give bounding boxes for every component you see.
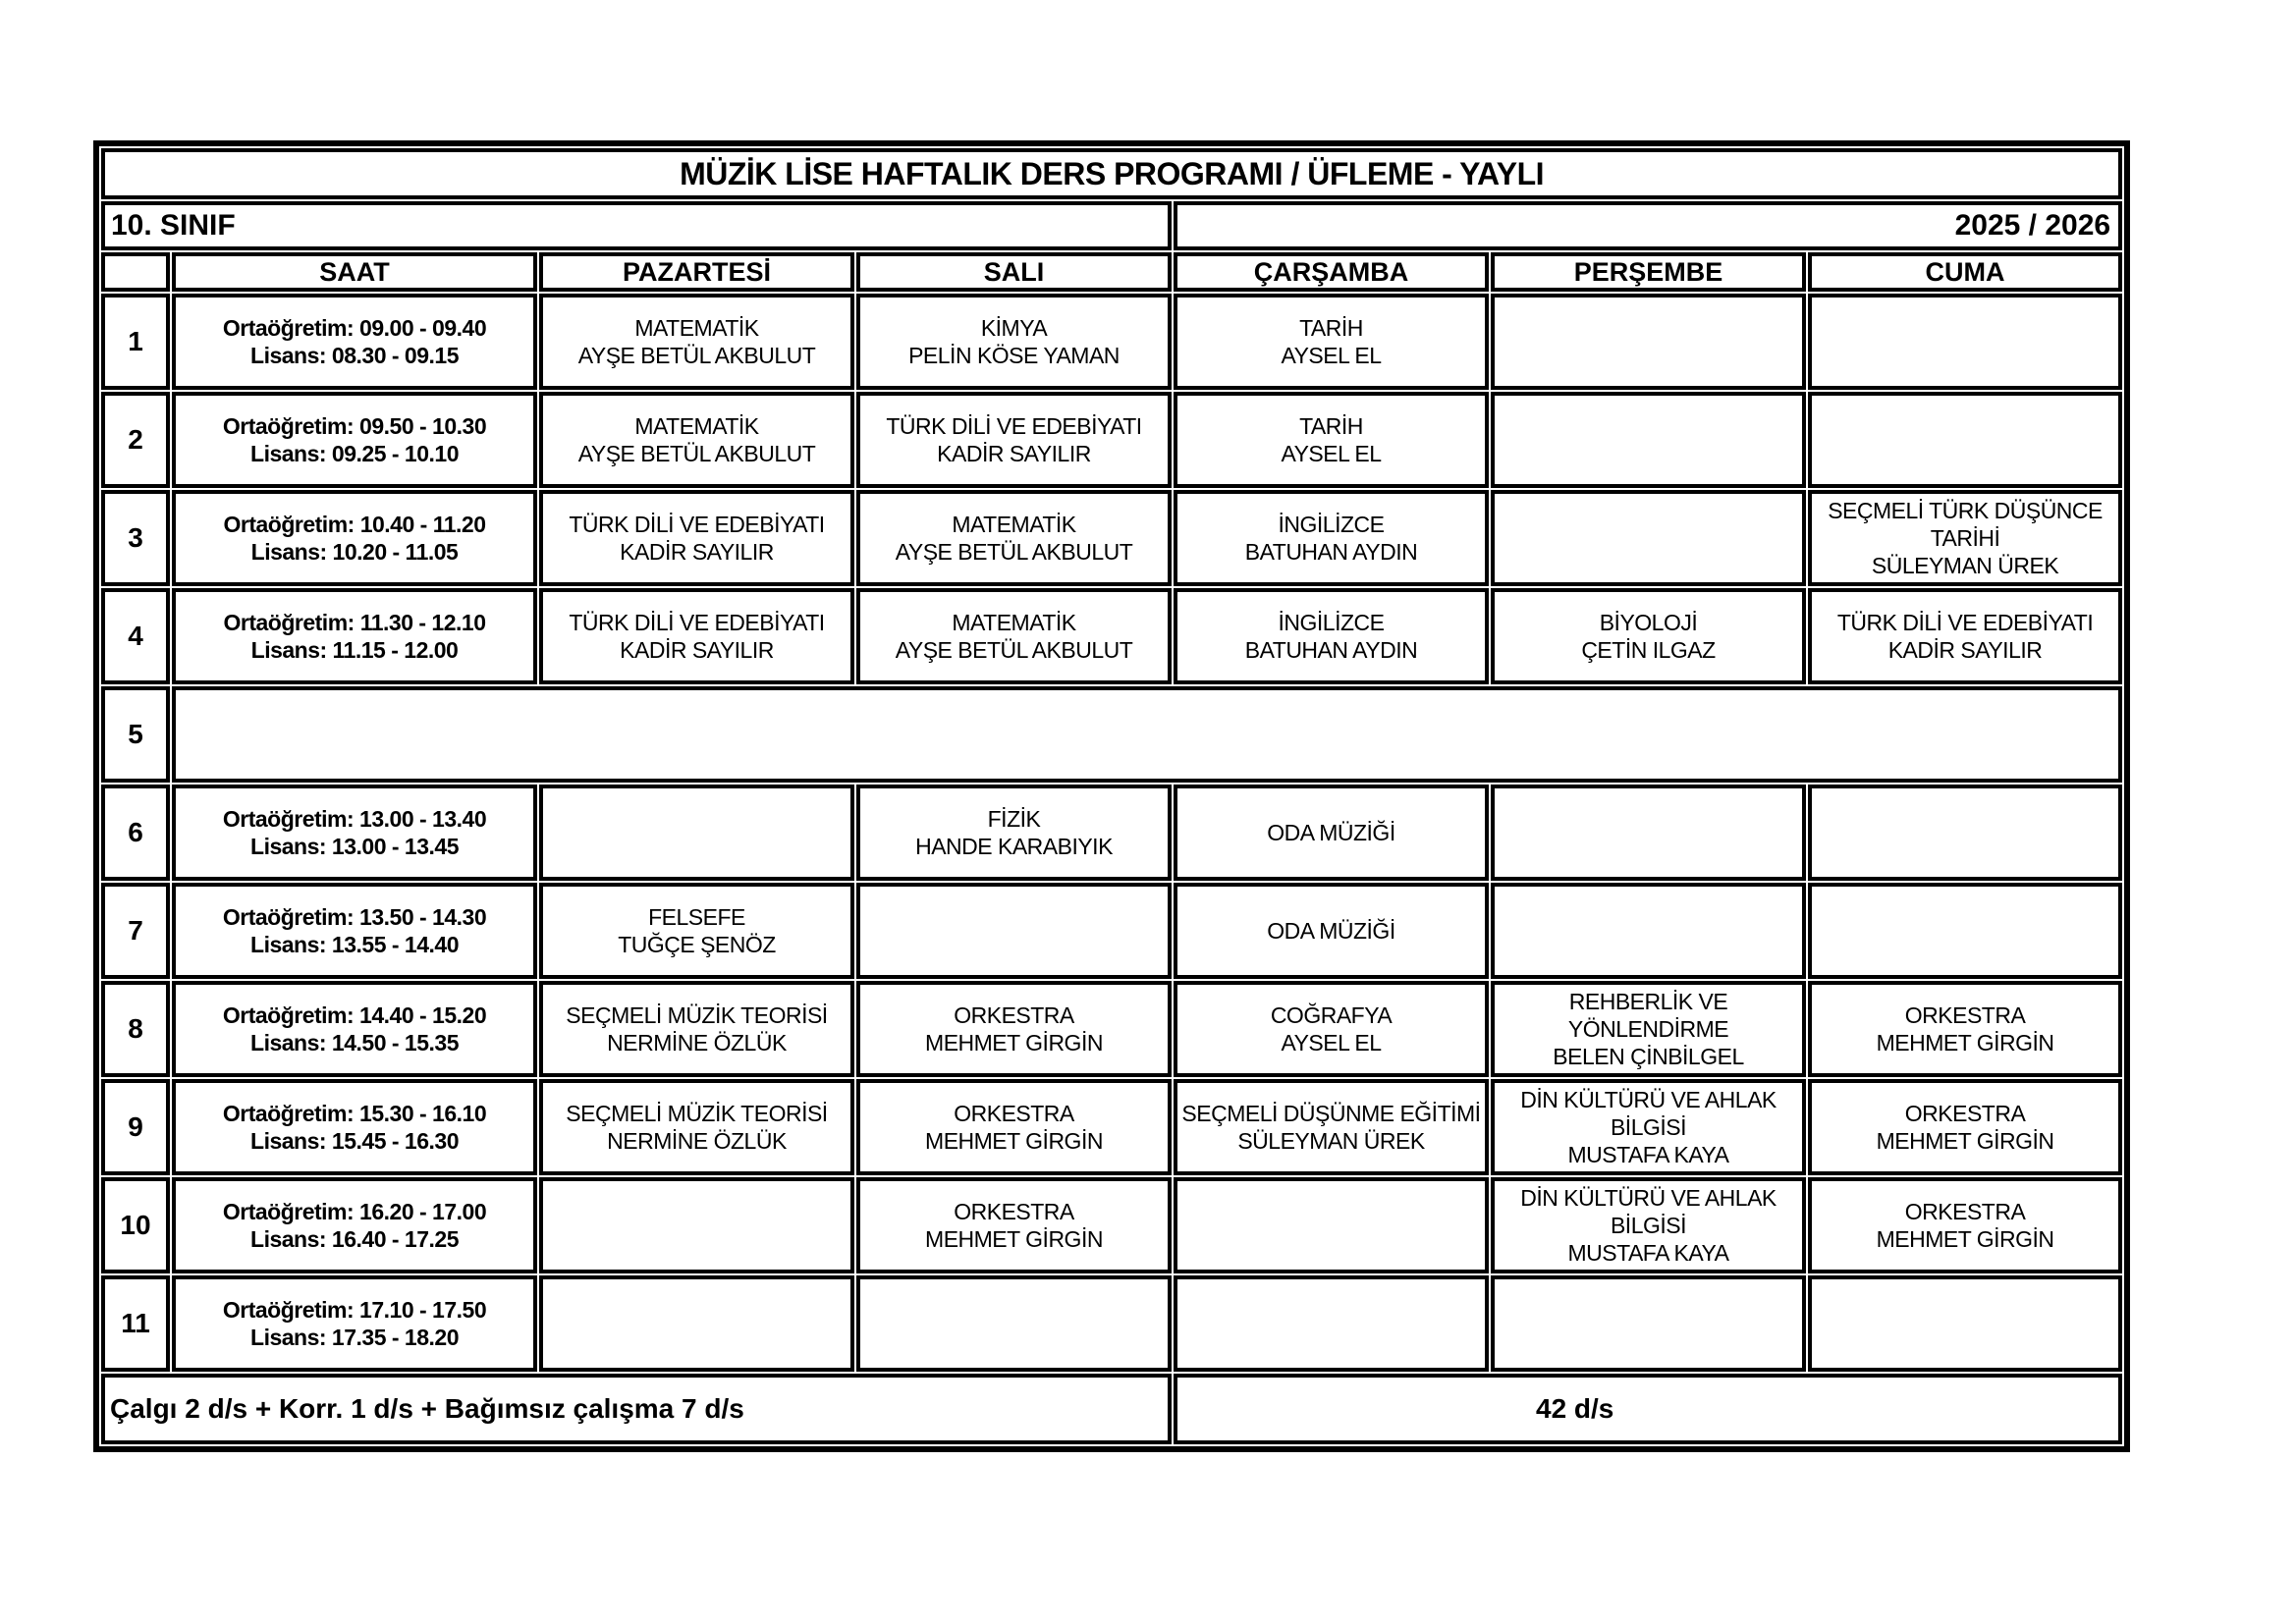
lesson-cell: COĞRAFYA AYSEL EL [1174,981,1489,1077]
period-row [101,294,2122,390]
lesson-cell: ORKESTRA MEHMET GİRGİN [1808,981,2122,1077]
period-row [101,490,2122,586]
period-number: 11 [101,1275,170,1372]
period-number: 2 [101,392,170,488]
saat-cell: Ortaöğretim: 09.50 - 10.30 Lisans: 09.25 - 10.10 [172,392,537,488]
empty-cell [1491,490,1806,586]
period-number: 1 [101,294,170,390]
weekly-schedule-table [93,140,2130,1452]
empty-cell [1174,1275,1489,1372]
lesson-cell: TÜRK DİLİ VE EDEBİYATI KADİR SAYILIR [539,588,854,684]
empty-cell [1491,1275,1806,1372]
period-number: 7 [101,883,170,979]
footer-total-hours: 42 d/s [1174,1374,2122,1444]
lesson-cell: TÜRK DİLİ VE EDEBİYATI KADİR SAYILIR [1808,588,2122,684]
lesson-cell: SEÇMELİ MÜZİK TEORİSİ NERMİNE ÖZLÜK [539,981,854,1077]
lesson-cell: TÜRK DİLİ VE EDEBİYATI KADİR SAYILIR [856,392,1172,488]
empty-cell [1808,392,2122,488]
lesson-cell: SEÇMELİ DÜŞÜNME EĞİTİMİ SÜLEYMAN ÜREK [1174,1079,1489,1175]
lesson-cell: MATEMATİK AYŞE BETÜL AKBULUT [539,392,854,488]
lesson-cell: DİN KÜLTÜRÜ VE AHLAK BİLGİSİ MUSTAFA KAYA [1491,1079,1806,1175]
saat-cell: Ortaöğretim: 14.40 - 15.20 Lisans: 14.50 - 15.35 [172,981,537,1077]
period-row [101,981,2122,1077]
empty-cell [1808,1275,2122,1372]
empty-cell [856,883,1172,979]
period-number: 3 [101,490,170,586]
period-row [101,1177,2122,1273]
saat-cell: Ortaöğretim: 11.30 - 12.10 Lisans: 11.15 - 12.00 [172,588,537,684]
day-header: SAAT [172,252,537,292]
period-row [101,588,2122,684]
saat-cell: Ortaöğretim: 17.10 - 17.50 Lisans: 17.35 - 18.20 [172,1275,537,1372]
period-row [101,392,2122,488]
period-row [101,785,2122,881]
footer-note: Çalgı 2 d/s + Korr. 1 d/s + Bağımsız çalışma 7 d/s [101,1374,1172,1444]
lesson-cell: TÜRK DİLİ VE EDEBİYATI KADİR SAYILIR [539,490,854,586]
lesson-cell: ORKESTRA MEHMET GİRGİN [1808,1177,2122,1273]
lesson-cell: ORKESTRA MEHMET GİRGİN [1808,1079,2122,1175]
lesson-cell: KİMYA PELİN KÖSE YAMAN [856,294,1172,390]
lesson-cell: ORKESTRA MEHMET GİRGİN [856,981,1172,1077]
lesson-cell: TARİH AYSEL EL [1174,294,1489,390]
class-label: 10. SINIF [101,201,1172,250]
page-title: MÜZİK LİSE HAFTALIK DERS PROGRAMI / ÜFLEME - YAYLI [101,148,2122,199]
lesson-cell: ODA MÜZİĞİ [1174,785,1489,881]
empty-cell [539,1177,854,1273]
lesson-cell: MATEMATİK AYŞE BETÜL AKBULUT [856,490,1172,586]
empty-span-cell [172,686,2122,783]
period-number: 8 [101,981,170,1077]
saat-cell: Ortaöğretim: 09.00 - 09.40 Lisans: 08.30 - 09.15 [172,294,537,390]
day-header: PERŞEMBE [1491,252,1806,292]
empty-cell [1808,785,2122,881]
lesson-cell: DİN KÜLTÜRÜ VE AHLAK BİLGİSİ MUSTAFA KAYA [1491,1177,1806,1273]
period-number: 10 [101,1177,170,1273]
corner-cell [101,252,170,292]
empty-cell [539,785,854,881]
day-header: ÇARŞAMBA [1174,252,1489,292]
lesson-cell: MATEMATİK AYŞE BETÜL AKBULUT [856,588,1172,684]
period-row [101,686,2122,783]
empty-cell [539,1275,854,1372]
empty-cell [1808,883,2122,979]
period-number: 9 [101,1079,170,1175]
lesson-cell: İNGİLİZCE BATUHAN AYDIN [1174,588,1489,684]
period-number: 6 [101,785,170,881]
empty-cell [1174,1177,1489,1273]
lesson-cell: BİYOLOJİ ÇETİN ILGAZ [1491,588,1806,684]
day-header: CUMA [1808,252,2122,292]
lesson-cell: ORKESTRA MEHMET GİRGİN [856,1177,1172,1273]
period-row [101,1079,2122,1175]
empty-cell [1491,883,1806,979]
school-year: 2025 / 2026 [1174,201,2122,250]
day-header: PAZARTESİ [539,252,854,292]
saat-cell: Ortaöğretim: 13.00 - 13.40 Lisans: 13.00 - 13.45 [172,785,537,881]
empty-cell [856,1275,1172,1372]
saat-cell: Ortaöğretim: 15.30 - 16.10 Lisans: 15.45 - 16.30 [172,1079,537,1175]
day-header: SALI [856,252,1172,292]
lesson-cell: SEÇMELİ TÜRK DÜŞÜNCE TARİHİ SÜLEYMAN ÜREK [1808,490,2122,586]
lesson-cell: FİZİK HANDE KARABIYIK [856,785,1172,881]
empty-cell [1491,785,1806,881]
empty-cell [1491,294,1806,390]
period-number: 5 [101,686,170,783]
lesson-cell: TARİH AYSEL EL [1174,392,1489,488]
empty-cell [1491,392,1806,488]
lesson-cell: SEÇMELİ MÜZİK TEORİSİ NERMİNE ÖZLÜK [539,1079,854,1175]
saat-cell: Ortaöğretim: 16.20 - 17.00 Lisans: 16.40 - 17.25 [172,1177,537,1273]
lesson-cell: ODA MÜZİĞİ [1174,883,1489,979]
period-row [101,883,2122,979]
lesson-cell: FELSEFE TUĞÇE ŞENÖZ [539,883,854,979]
empty-cell [1808,294,2122,390]
saat-cell: Ortaöğretim: 10.40 - 11.20 Lisans: 10.20 - 11.05 [172,490,537,586]
saat-cell: Ortaöğretim: 13.50 - 14.30 Lisans: 13.55 - 14.40 [172,883,537,979]
lesson-cell: MATEMATİK AYŞE BETÜL AKBULUT [539,294,854,390]
period-row [101,1275,2122,1372]
lesson-cell: İNGİLİZCE BATUHAN AYDIN [1174,490,1489,586]
lesson-cell: ORKESTRA MEHMET GİRGİN [856,1079,1172,1175]
lesson-cell: REHBERLİK VE YÖNLENDİRME BELEN ÇİNBİLGEL [1491,981,1806,1077]
period-number: 4 [101,588,170,684]
